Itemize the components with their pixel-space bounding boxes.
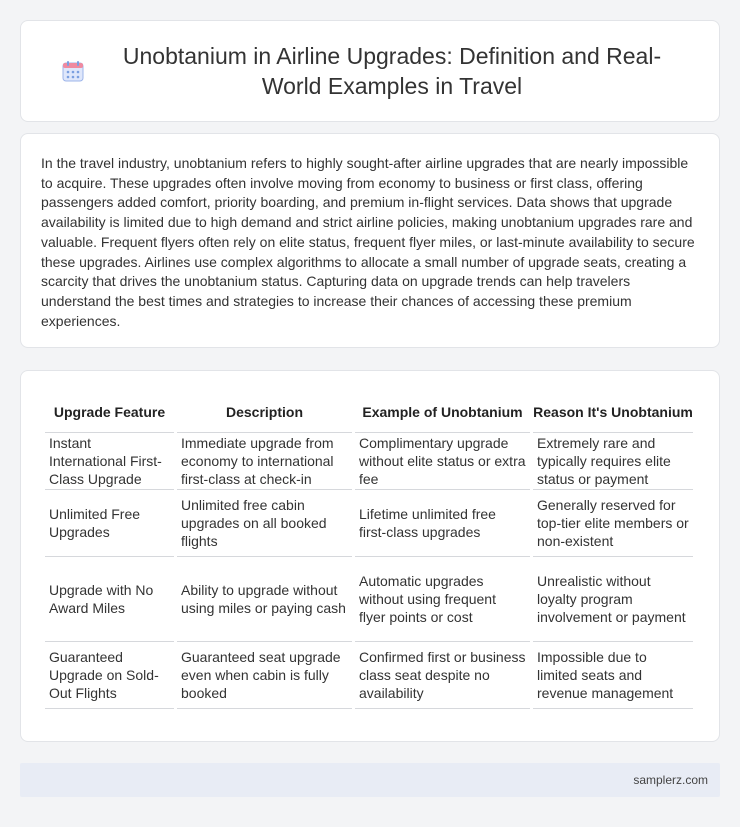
cell-feature: Instant International First-Class Upgrade (45, 433, 174, 490)
header-upgrade-feature: Upgrade Feature (45, 393, 174, 433)
cell-description: Guaranteed seat upgrade even when cabin is fully booked (177, 642, 352, 709)
intro-card (20, 133, 720, 348)
cell-feature: Unlimited Free Upgrades (45, 490, 174, 557)
cell-example: Complimentary upgrade without elite status or extra fee (355, 433, 530, 490)
cell-reason: Unrealistic without loyalty program involvement or payment (533, 557, 693, 642)
footer (20, 763, 720, 797)
cell-feature: Upgrade with No Award Miles (45, 557, 174, 642)
header-example: Example of Unobtanium (355, 393, 530, 433)
calendar-icon (61, 59, 85, 83)
cell-reason: Impossible due to limited seats and revenue management (533, 642, 693, 709)
header-description: Description (177, 393, 352, 433)
cell-description: Ability to upgrade without using miles or paying cash (177, 557, 352, 642)
cell-description: Immediate upgrade from economy to international first-class at check-in (177, 433, 352, 490)
header-reason: Reason It's Unobtanium (533, 393, 693, 433)
page-title: Unobtanium in Airline Upgrades: Definition and Real-World Examples in Travel (122, 43, 662, 99)
cell-description: Unlimited free cabin upgrades on all booked flights (177, 490, 352, 557)
cell-example: Lifetime unlimited free first-class upgrades (355, 490, 530, 557)
table-row (45, 642, 693, 709)
cell-reason: Generally reserved for top-tier elite members or non-existent (533, 490, 693, 557)
table-row (45, 490, 693, 557)
intro-paragraph: In the travel industry, unobtanium refers to highly sought-after airline upgrades that are nearly impossible to acquire. These upgrades often involve moving from economy to business or first class, offering passengers added comfort, priority boarding, and premium in-flight services. Data shows that upgrade availability is limited due to high demand and strict airline policies, making unobtanium upgrades rare and valuable. Frequent flyers often rely on elite status, frequent flyer miles, or last-minute availability to secure these upgrades. Airlines use complex algorithms to allocate a small number of upgrade seats, creating a scarcity that drives the unobtanium status. Capturing data on upgrade trends can help travelers understand the best times and strategies to increase their chances of accessing these premium experiences. (41, 155, 695, 329)
cell-example: Automatic upgrades without using frequent flyer points or cost (355, 557, 530, 642)
table-row (45, 557, 693, 642)
cell-example: Confirmed first or business class seat despite no availability (355, 642, 530, 709)
upgrades-table (42, 393, 696, 709)
footer-site-link[interactable]: samplerz.com (633, 773, 708, 787)
table-card (20, 370, 720, 742)
cell-reason: Extremely rare and typically requires elite status or payment (533, 433, 693, 490)
table-row (45, 433, 693, 490)
table-header-row (45, 393, 693, 433)
header-card (20, 20, 720, 122)
cell-feature: Guaranteed Upgrade on Sold-Out Flights (45, 642, 174, 709)
